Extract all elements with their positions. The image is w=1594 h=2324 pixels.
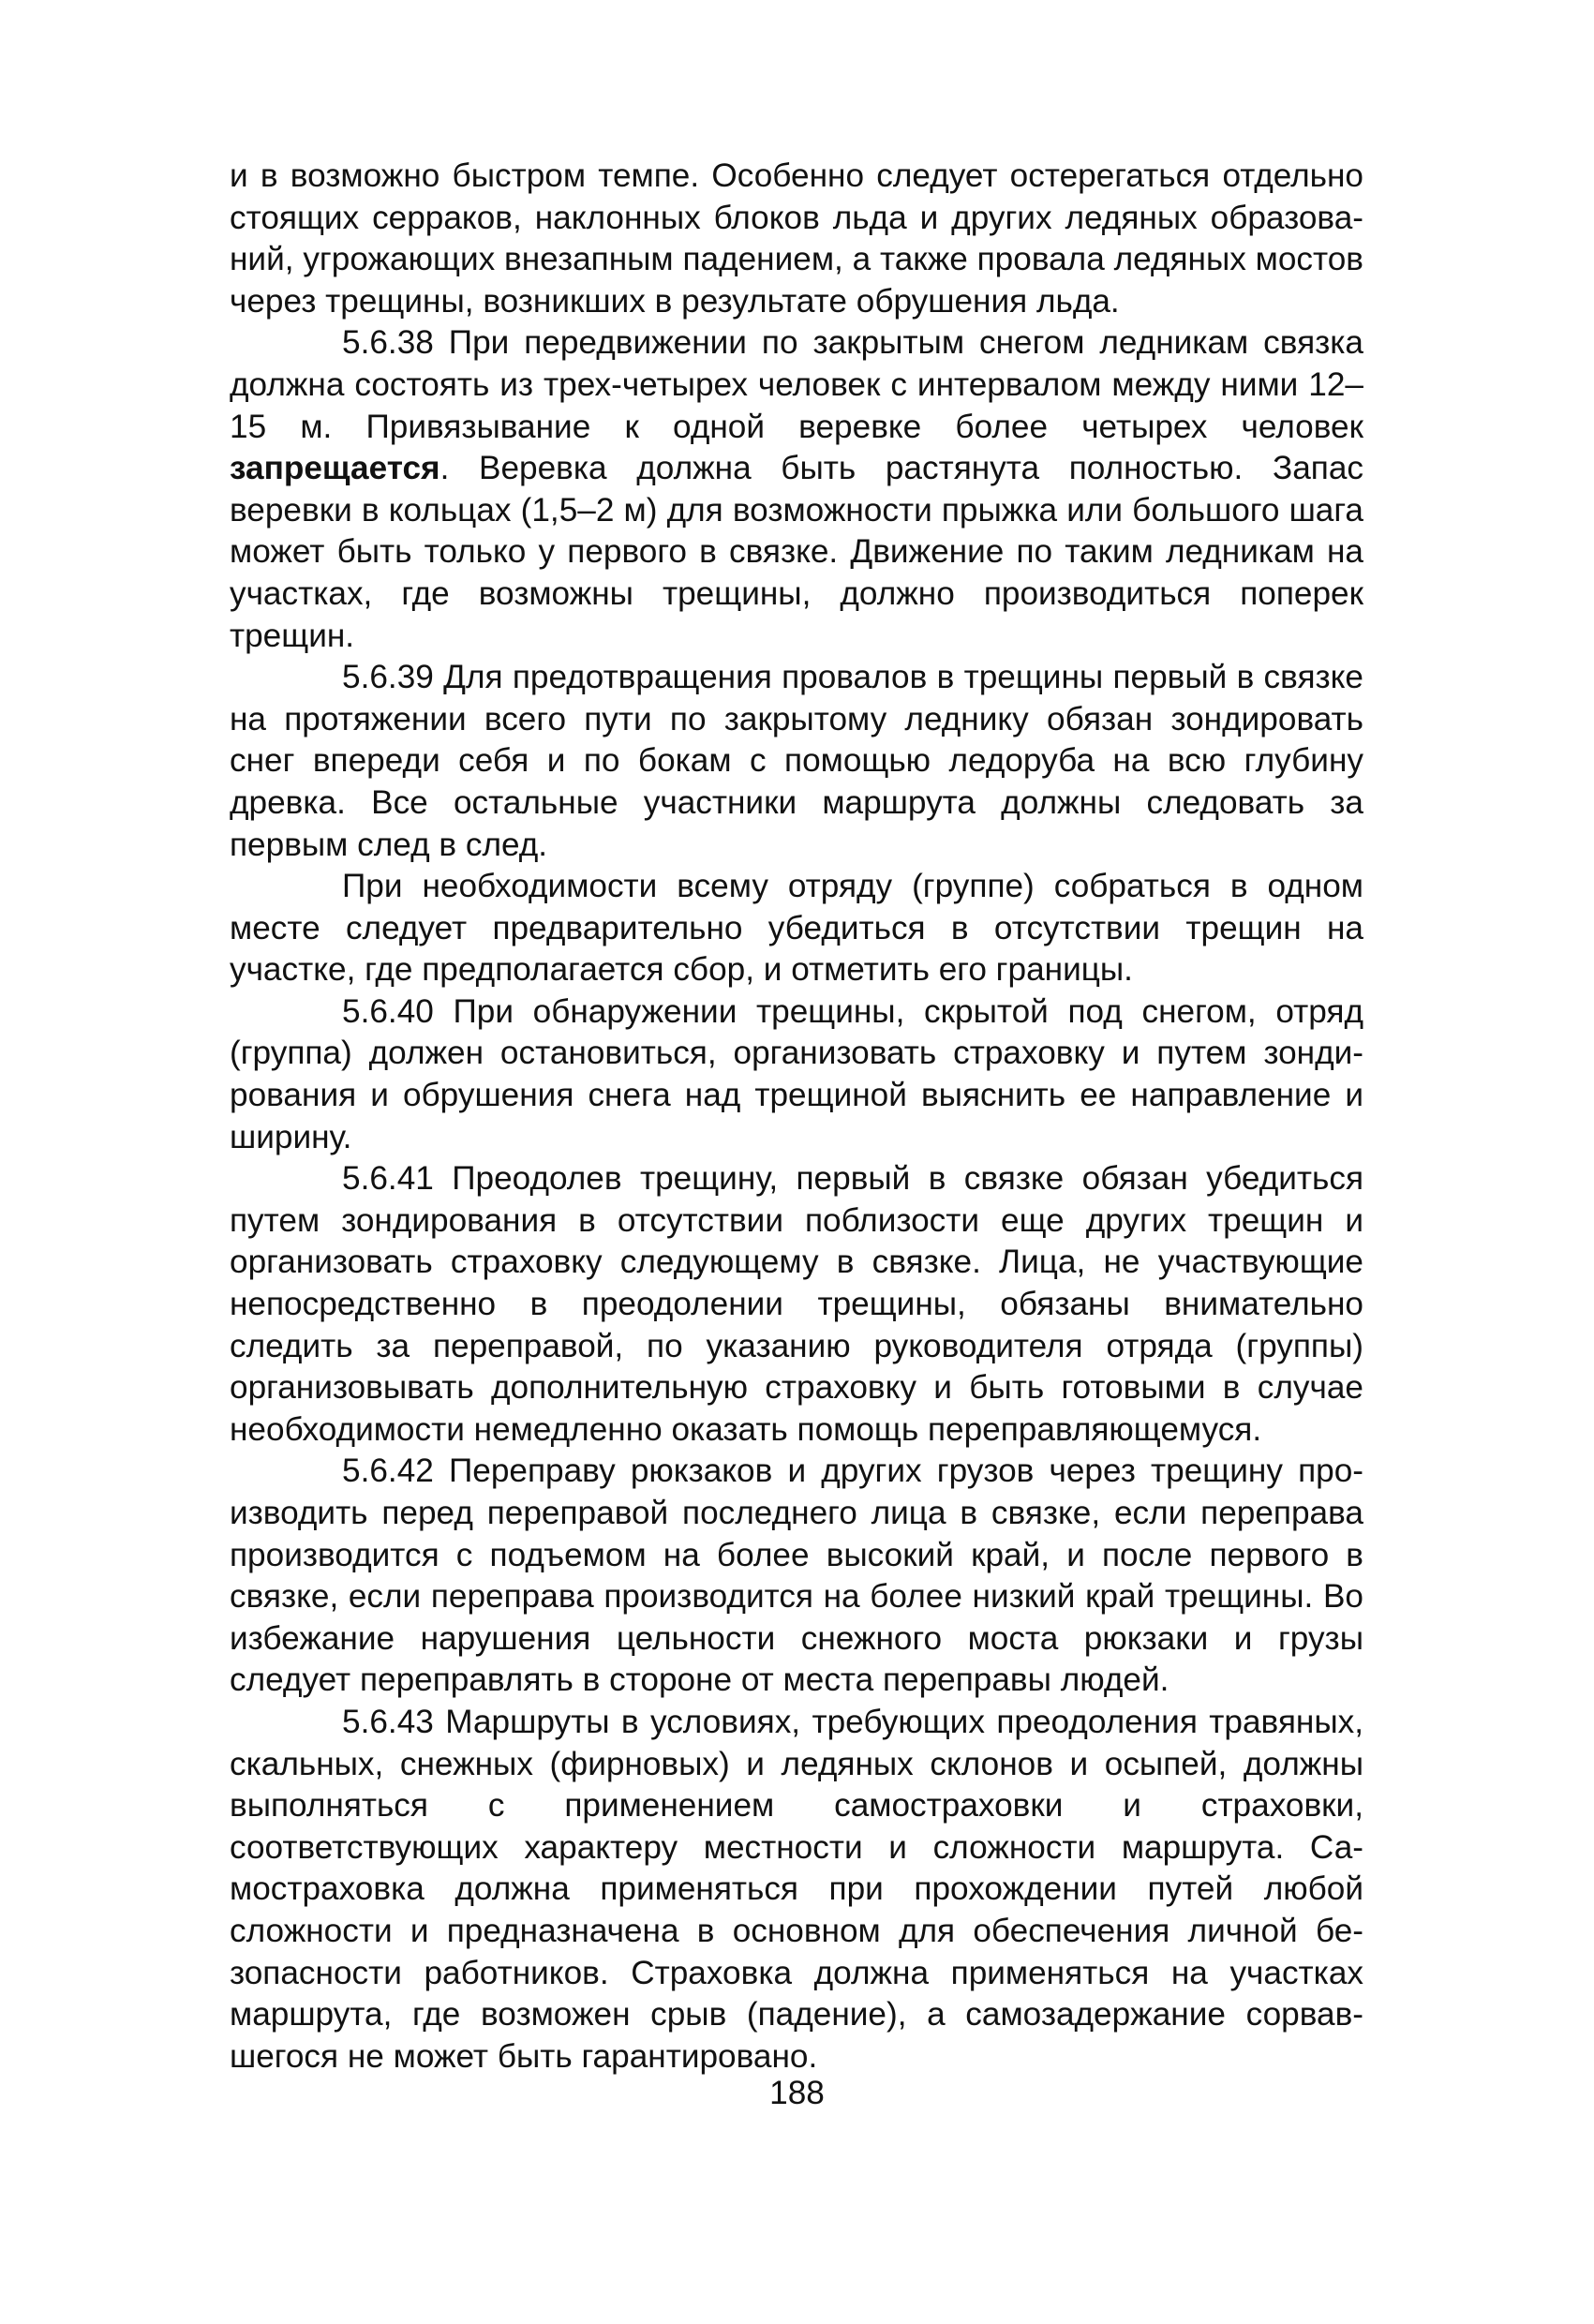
paragraph-5-6-40: 5.6.40 При обнаружении трещины, скрытой под снегом, отряд (группа) должен остановиться, организовать страховку и путем зондирования и обрушения снега над трещиной выяснить ее направление и ширину. <box>230 992 1363 1155</box>
document-body <box>230 156 1363 2078</box>
paragraph-group-gathering: При необходимости всему отряду (группе) собраться в одном месте следует предварительно убедиться в отсутствии трещин на участке, где предполагается сбор, и отметить его границы. <box>230 868 1363 989</box>
paragraph-text: 5.6.38 При передвижении по закрытым снегом ледникам связка должна состоять из трех-четырех человек с интервалом между ними 12–15 м. Привязывание к одной веревке более четырех человек <box>230 324 1363 445</box>
paragraph-5-6-43: 5.6.43 Маршруты в условиях, требующих преодоления травяных, скальных, снежных (фирновых) и ледяных склонов и осыпей, должны выполняться с применением самостраховки и страховки, соответствующих характеру местности и сложности маршрута. Самостраховка должна применяться при прохождении путей любой сложности и предназначена в основном для обеспечения личной безопасности работников. Страховка должна применяться на участках маршрута, где возможен срыв (падение), а самозадержание сорвавшегося не может быть гарантировано. <box>230 1703 1363 2075</box>
paragraph-text: . Веревка должна быть растянута полностью. Запас веревки в кольцах (1,5–2 м) для возможности прыжка или большого шага может быть только у первого в связке. Движение по таким ледникам на участках, где возможны трещины, должно производиться поперек трещин. <box>230 450 1363 654</box>
paragraph-5-6-38 <box>230 322 1363 657</box>
page-number: 188 <box>769 2075 825 2111</box>
paragraph-5-6-42: 5.6.42 Переправу рюкзаков и других грузов через трещину производить перед переправой последнего лица в связке, если переправа производится с подъемом на более высокий край, и после первого в связке, если переправа производится на более низкий край трещины. Во избежание нарушения цельности снежного моста рюкзаки и грузы следует переправлять в стороне от места переправы людей. <box>230 1452 1363 1699</box>
paragraph-5-6-39: 5.6.39 Для предотвращения провалов в трещины первый в связке на протяжении всего пути по закрытому леднику обязан зондировать снег впереди себя и по бокам с помощью ледоруба на всю глубину древка. Все остальные участники маршрута должны следовать за первым след в след. <box>230 659 1363 863</box>
paragraph-continuation: и в возможно быстром темпе. Особенно следует остерегаться отдельно стоящих серраков, наклонных блоков льда и других ледяных образований, угрожающих внезапным падением, а также провала ледяных мостов через трещины, возникших в результате обрушения льда. <box>230 157 1363 320</box>
bold-emphasis: запрещается <box>230 450 440 487</box>
paragraph-5-6-41: 5.6.41 Преодолев трещину, первый в связке обязан убедиться путем зондирования в отсутствии поблизости еще других трещин и организовать страховку следующему в связке. Лица, не участвующие непосредственно в преодолении трещины, обязаны внимательно следить за переправой, по указанию руководителя отряда (группы) организовывать дополнительную страховку и быть готовыми в случае необходимости немедленно оказать помощь переправляющемуся. <box>230 1160 1363 1448</box>
